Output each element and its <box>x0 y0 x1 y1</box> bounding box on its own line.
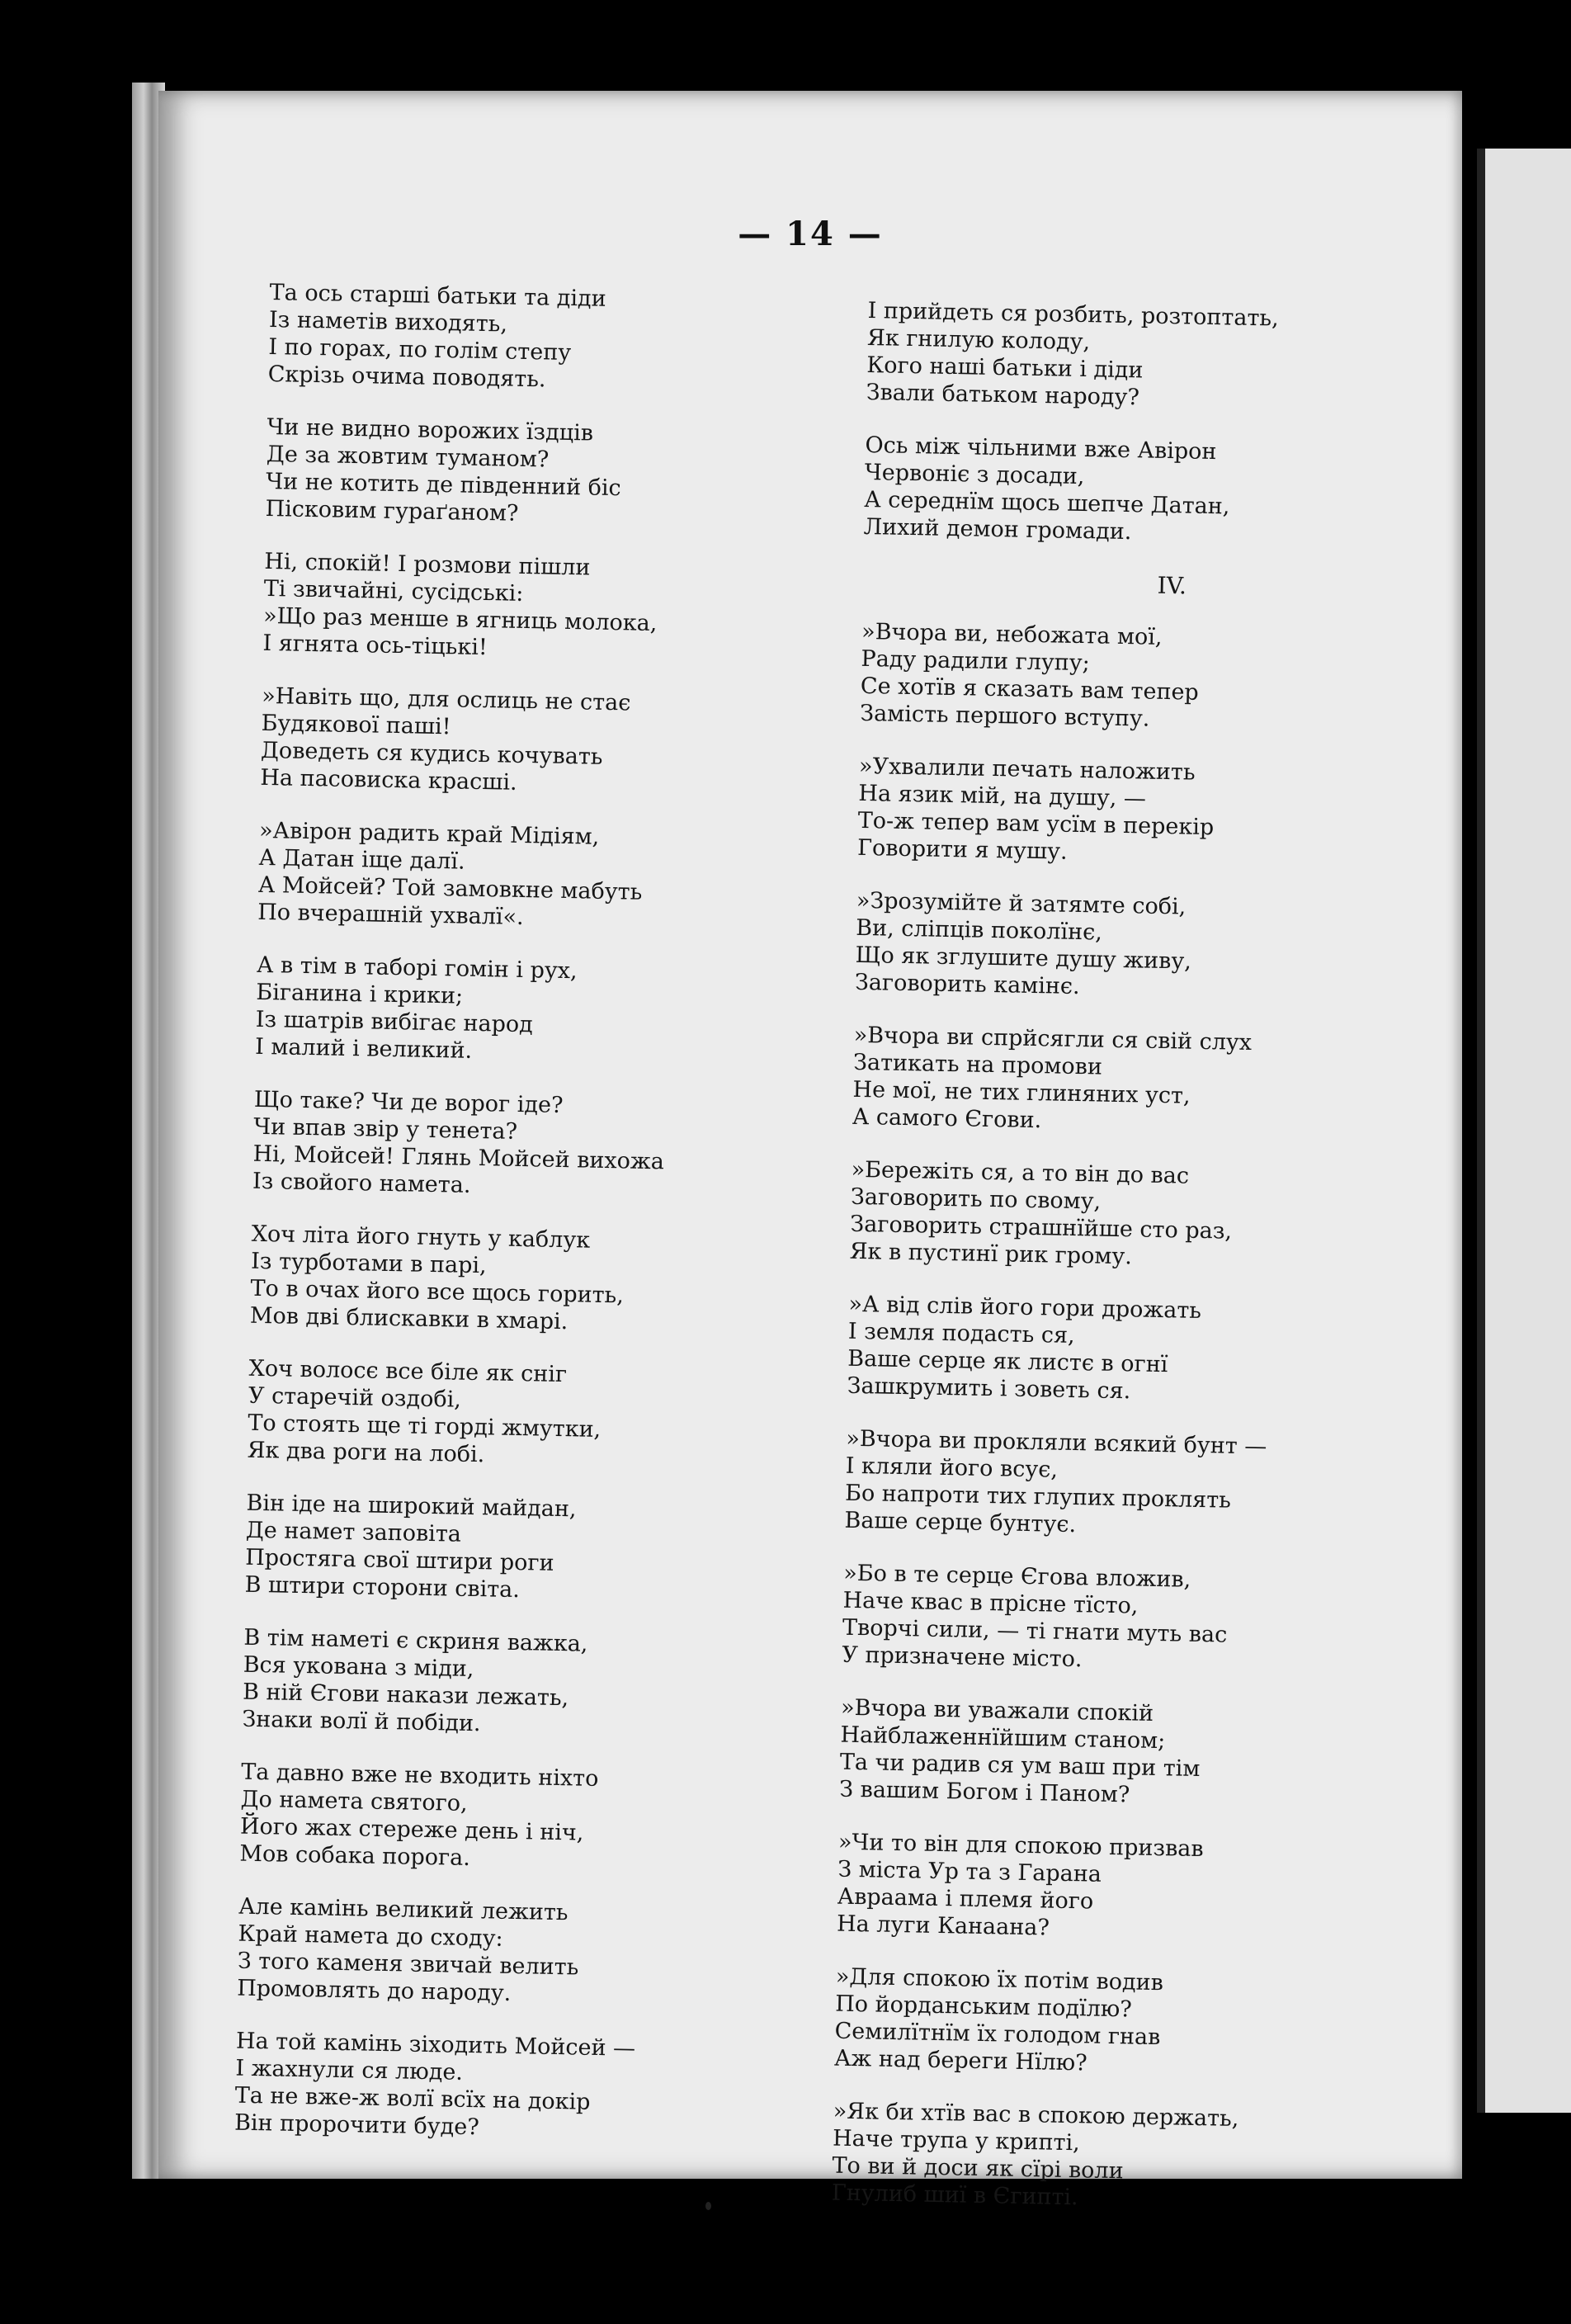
poem-line: Наче квас в прісне тїсто, <box>842 1587 1139 1619</box>
poem-line: В штири сторони світа. <box>244 1571 521 1604</box>
page-number: — 14 — <box>738 215 883 253</box>
poem-line: Заговорить страшнїйше сто раз, <box>850 1211 1233 1245</box>
poem-line: На пасовиска красші. <box>260 764 517 796</box>
poem-stanza <box>839 1694 1435 1815</box>
poem-stanza <box>260 683 856 803</box>
poem-line: Ваше серце як листє в огнї <box>847 1345 1168 1378</box>
poem-line: Заговорить по свому, <box>850 1183 1102 1215</box>
poem-line: Та давно вже не входить ніхто <box>240 1759 599 1792</box>
poem-line: Авраама і племя його <box>837 1883 1094 1915</box>
poem-line: Хоч волосє все біле як сніг <box>248 1355 568 1388</box>
poem-stanza <box>239 1759 835 1879</box>
poem-line: »Бережіть ся, а то він до вас <box>851 1156 1190 1189</box>
poem-line: Із свойого намета. <box>252 1168 471 1198</box>
poem-line: По йорданським подїлю? <box>834 1991 1133 2023</box>
poem-stanza <box>244 1490 840 1610</box>
poem-line: На язик мій, на душу, — <box>858 780 1147 812</box>
poem-line: І ягнята ось-тіцькі! <box>262 630 488 661</box>
right-column-main <box>832 618 1456 2218</box>
right-column-intro <box>863 297 1462 552</box>
poem-line: Як гнилую колоду, <box>866 324 1091 356</box>
poem-line: Ваше серце бунтує. <box>844 1507 1077 1538</box>
poem-line: Пісковим гураґаном? <box>265 495 519 527</box>
poem-line: Бо напроти тих глупих проклять <box>844 1480 1232 1514</box>
poem-line: То в очах його все щось горить, <box>250 1275 625 1309</box>
poem-stanza <box>860 618 1455 739</box>
poem-line: Раду радили глупу; <box>861 645 1091 677</box>
book-page <box>158 91 1462 2211</box>
poem-line: Із наметів виходять, <box>268 306 508 338</box>
poem-line: А в тім в таборі гомін і рух, <box>256 952 578 985</box>
section-heading: IV. <box>1157 571 1187 600</box>
poem-stanza <box>242 1624 837 1745</box>
poem-line: Лихий демон громади. <box>863 513 1132 546</box>
poem-line: Се хотїв я сказать вам тепер <box>860 673 1200 706</box>
poem-line: Де намет заповіта <box>245 1517 462 1547</box>
poem-stanza <box>847 1291 1442 1411</box>
poem-line: Червоніє з досади, <box>864 459 1085 490</box>
poem-line: А середнїм щось шепче Датан, <box>863 486 1230 520</box>
poem-line: І кляли його всує, <box>845 1452 1059 1483</box>
poem-line: Вся укована з міди, <box>243 1651 474 1683</box>
poem-line: Його жах стереже день і ніч, <box>239 1813 584 1846</box>
dust-speck <box>705 2202 711 2210</box>
poem-stanza <box>842 1560 1437 1680</box>
poem-line: Мов дві блискавки в хмарі. <box>249 1302 568 1335</box>
poem-line: Скрізь очима поводять. <box>267 361 546 393</box>
poem-line: Як в пустинї рик грому. <box>849 1238 1133 1270</box>
poem-line: І малий і великий. <box>254 1033 473 1064</box>
poem-stanza <box>849 1156 1445 1277</box>
facing-page-edge <box>1477 149 1571 2113</box>
poem-line: Промовлять до народу. <box>236 1975 512 2006</box>
poem-line: »Зрозумійте й затямте собі, <box>856 887 1187 920</box>
poem-line: В ній Єгови накази лежать, <box>242 1679 569 1712</box>
poem-stanza <box>832 2098 1427 2218</box>
poem-stanza <box>234 2028 830 2148</box>
poem-line: »Ухвалили печать наложить <box>858 753 1196 786</box>
poem-stanza <box>257 817 853 938</box>
poem-line: »Для спокою їх потім водив <box>835 1963 1164 1996</box>
poem-stanza <box>247 1355 842 1476</box>
poem-line: »Вчора ви, небожата мої, <box>861 618 1163 650</box>
poem-stanza <box>857 753 1453 873</box>
left-poem-column <box>234 279 864 2173</box>
poem-line: І жахнули ся люде. <box>235 2055 464 2085</box>
poem-line: Та чи радив ся ум ваш при тім <box>839 1749 1201 1783</box>
poem-line: Чи не видно ворожих їздців <box>267 413 594 446</box>
poem-line: З того каменя звичай велить <box>237 1948 579 1981</box>
poem-line: Зашкрумить і зоветь ся. <box>847 1372 1131 1405</box>
poem-stanza <box>834 1963 1430 2084</box>
poem-line: Він іде на широкий майдан, <box>246 1490 577 1523</box>
poem-line: То стоять ще ті горді жмутки, <box>248 1410 602 1443</box>
poem-stanza <box>267 279 863 399</box>
poem-line: »Вчора ви прокляли всякий бунт — <box>846 1425 1267 1460</box>
poem-line: »Чи то він для спокою призвав <box>837 1829 1204 1863</box>
poem-line: Знаки волї й побіди. <box>242 1706 481 1737</box>
poem-line: Де за жовтим туманом? <box>266 441 550 473</box>
poem-line: Ні, Мойсей! Глянь Мойсей вихожа <box>252 1141 665 1175</box>
poem-line: У старечій оздобі, <box>248 1382 462 1413</box>
poem-line: По вчерашній ухвалї«. <box>257 899 524 931</box>
poem-line: У призначене місто. <box>842 1641 1083 1673</box>
poem-line: Край намета до сходу: <box>238 1920 503 1952</box>
poem-line: І земля подасть ся, <box>847 1318 1075 1349</box>
poem-line: Із турботами в парі, <box>250 1248 487 1279</box>
poem-stanza <box>855 887 1451 1008</box>
poem-line: А Мойсей? Той замовкне мабуть <box>257 872 643 905</box>
poem-line: А Датан іще далї. <box>258 844 465 875</box>
poem-line: Не мої, не тих глиняних уст, <box>852 1076 1191 1109</box>
poem-stanza <box>837 1829 1432 1949</box>
poem-line: Замість першого вступу. <box>860 700 1150 732</box>
poem-line: Ось між чільними вже Авірон <box>865 432 1217 465</box>
poem-line: На той камінь зіходить Мойсей — <box>235 2028 636 2062</box>
poem-line: А самого Єгови. <box>852 1103 1042 1134</box>
poem-line: Ви, сліпців поколїнє, <box>856 914 1103 946</box>
poem-line: Як два роги на лобі. <box>247 1437 485 1468</box>
poem-line: Заговорить камінє. <box>854 969 1080 1000</box>
poem-stanza <box>866 297 1461 418</box>
poem-stanza <box>863 432 1459 552</box>
poem-line: Простяга свої штири роги <box>244 1544 554 1576</box>
poem-stanza <box>255 952 851 1072</box>
poem-line: »А від слів його гори дрожать <box>848 1291 1202 1324</box>
poem-line: Доведеть ся кудись кочувать <box>260 737 603 770</box>
poem-line: »Навіть що, для ослиць не стає <box>261 683 631 716</box>
poem-line: Ні, спокій! І розмови пішли <box>264 548 591 581</box>
poem-line: Він пророчити буде? <box>234 2109 480 2141</box>
poem-line: Наче трупа у крипті, <box>832 2125 1081 2156</box>
poem-stanza <box>237 1893 833 2014</box>
poem-line: З вашим Богом і Паном? <box>838 1776 1130 1808</box>
right-poem-column <box>831 297 1462 2243</box>
poem-line: На луги Канаана? <box>836 1911 1050 1941</box>
poem-line: Що як зглушите душу живу, <box>855 942 1192 975</box>
poem-line: Затикать на промови <box>852 1049 1103 1080</box>
poem-line: Чи не котить де південний біс <box>265 468 621 502</box>
poem-line: Звали батьком народу? <box>866 379 1140 411</box>
poem-line: Ті звичайні, сусідські: <box>263 575 524 607</box>
poem-line: В тім наметі є скриня важка, <box>243 1624 588 1657</box>
poem-stanza <box>262 548 858 668</box>
poem-stanza <box>265 413 861 534</box>
poem-line: Будякової паші! <box>261 710 451 740</box>
poem-line: То ви й доси як сїрі воли <box>832 2152 1124 2185</box>
poem-line: Гнулиб шиї в Єгипті. <box>831 2180 1078 2211</box>
poem-line: І по горах, по голім степу <box>268 333 572 366</box>
poem-line: Але камінь великий лежить <box>238 1893 568 1926</box>
poem-line: Що таке? Чи де ворог іде? <box>253 1086 564 1119</box>
poem-line: Найблаженнїйшим станом; <box>840 1722 1166 1755</box>
poem-line: Творчі сили, — ті гнати муть вас <box>842 1614 1228 1648</box>
poem-line: »Авірон радить край Мідіям, <box>258 817 600 850</box>
poem-line: До намета святого, <box>240 1786 468 1816</box>
poem-stanza <box>252 1086 848 1207</box>
poem-line: Кого наші батьки і діди <box>866 352 1144 384</box>
poem-line: Хоч літа його гнуть у каблук <box>251 1221 591 1254</box>
poem-line: Говорити я мушу. <box>856 834 1068 865</box>
poem-line: Та ось старші батьки та діди <box>269 279 606 312</box>
poem-line: Семилїтнїм їх голодом гнав <box>834 2018 1161 2051</box>
poem-line: З міста Ур та з Гарана <box>837 1856 1102 1887</box>
poem-line: Мов собака порога. <box>239 1840 471 1872</box>
poem-line: То-ж тепер вам усїм в перекір <box>857 807 1215 841</box>
poem-line: Із шатрів вибігає народ <box>255 1006 534 1038</box>
poem-line: Біганина і крики; <box>256 979 464 1009</box>
poem-line: »Як би хтїв вас в спокою держать, <box>833 2098 1239 2133</box>
poem-line: Чи впав звір у тенета? <box>252 1113 518 1145</box>
poem-stanza <box>844 1425 1440 1546</box>
poem-stanza <box>250 1221 846 1341</box>
poem-line: Та не вже-ж волї всїх на докір <box>234 2082 591 2115</box>
poem-line: Аж над береги Нїлю? <box>833 2045 1087 2076</box>
poem-line: »Вчора ви спрйсягли ся свій слух <box>853 1022 1253 1056</box>
poem-line: І прийдеть ся розбить, розтоптать, <box>867 297 1279 332</box>
poem-stanza <box>852 1022 1448 1142</box>
poem-line: »Що раз менше в ягниць молока, <box>262 602 658 637</box>
poem-line: »Вчора ви уважали спокій <box>840 1694 1154 1726</box>
poem-line: »Бо в те серце Єгова вложив, <box>843 1560 1191 1593</box>
